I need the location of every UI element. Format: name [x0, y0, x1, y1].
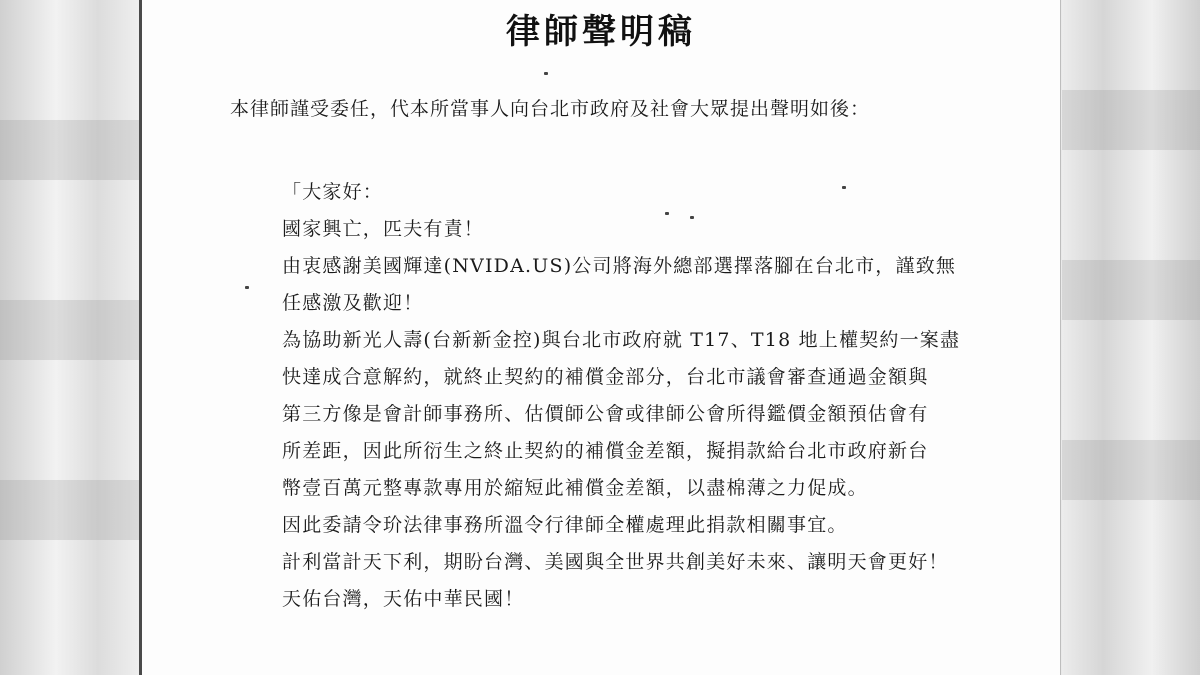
scan-speck: [245, 286, 249, 289]
scan-speck: [544, 72, 548, 75]
statement-line: 天佑台灣，天佑中華民國！: [282, 588, 525, 610]
document-page: [142, 0, 1060, 675]
statement-line: 為協助新光人壽(台新新金控)與台北市政府就 T17、T18 地上權契約一案盡: [282, 329, 961, 351]
statement-line: 幣壹百萬元整專款專用於縮短此補償金差額，以盡棉薄之力促成。: [282, 477, 868, 499]
statement-line: 計利當計天下利，期盼台灣、美國與全世界共創美好未來、讓明天會更好！: [282, 551, 949, 573]
scan-speck: [690, 216, 694, 219]
statement-line: 第三方像是會計師事務所、估價師公會或律師公會所得鑑價金額預估會有: [282, 403, 929, 425]
blur-band: [0, 480, 140, 540]
statement-line: 快達成合意解約，就終止契約的補償金部分，台北市議會審查通過金額與: [282, 366, 929, 388]
statement-line: 「大家好：: [282, 181, 384, 203]
document-title: 律師聲明稿: [506, 12, 696, 52]
blur-band: [1062, 260, 1200, 320]
scan-speck: [665, 212, 669, 215]
blur-band: [0, 300, 140, 360]
left-background-blur: [0, 0, 140, 675]
document-intro: 本律師謹受委任，代本所當事人向台北市政府及社會大眾提出聲明如後：: [230, 98, 871, 120]
statement-line: 所差距，因此所衍生之終止契約的補償金差額，擬捐款給台北市政府新台: [282, 440, 929, 462]
statement-line: 任感激及歡迎！: [282, 292, 424, 314]
statement-line: 因此委請令玠法律事務所溫令行律師全權處理此捐款相關事宜。: [282, 514, 848, 536]
scan-speck: [842, 186, 846, 189]
statement-body: [282, 174, 1002, 618]
right-background-blur: [1062, 0, 1200, 675]
blur-band: [1062, 90, 1200, 150]
statement-line: 由衷感謝美國輝達(NVIDA.US)公司將海外總部選擇落腳在台北市，謹致無: [282, 255, 957, 277]
blur-band: [0, 120, 140, 180]
blur-band: [1062, 440, 1200, 500]
statement-line: 國家興亡，匹夫有責！: [282, 218, 485, 240]
